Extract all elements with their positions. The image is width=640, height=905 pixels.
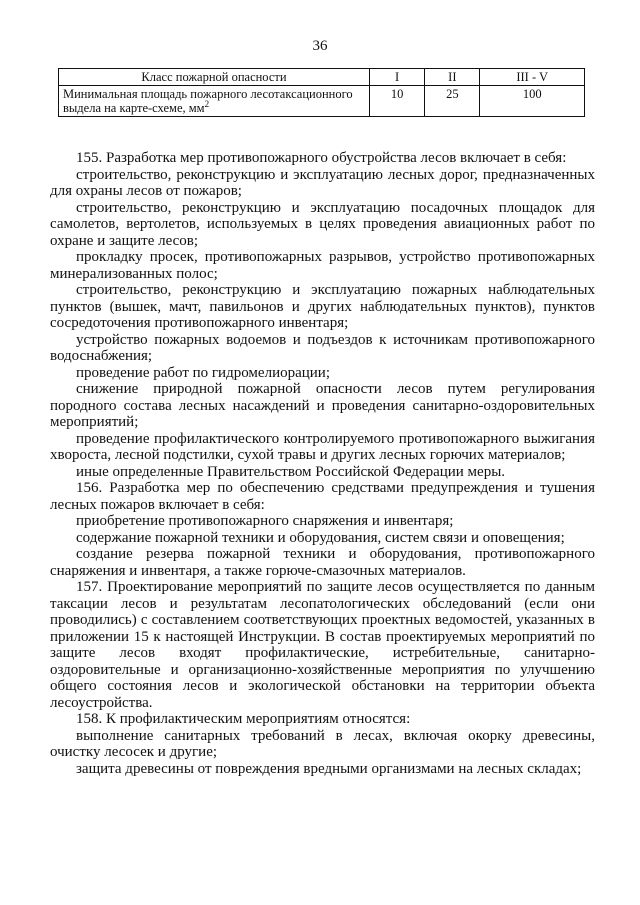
paragraph: 156. Разработка мер по обеспечению средствами предупреждения и тушения лесных пожаров включает в себя:	[50, 480, 595, 513]
table-header-cell: III - V	[480, 69, 585, 86]
table-header-cell: Класс пожарной опасности	[59, 69, 370, 86]
paragraph: приобретение противопожарного снаряжения и инвентаря;	[76, 513, 454, 529]
paragraph: строительство, реконструкцию и эксплуатацию пожарных наблюдательных пунктов (вышек, мачт, павильонов и других наблюдательных пунктов), пунктов сосредоточения противопожарного инвентаря;	[50, 282, 595, 331]
table-row-label	[59, 86, 370, 117]
paragraph: содержание пожарной техники и оборудования, систем связи и оповещения;	[76, 529, 565, 546]
table-header-cell: II	[425, 69, 480, 86]
paragraph: создание резерва пожарной техники и оборудования, противопожарного снаряжения и инвентаря, а также горюче-смазочных материалов.	[50, 546, 595, 579]
fire-class-table	[58, 68, 585, 117]
paragraph: 155. Разработка мер противопожарного обустройства лесов включает в себя:	[76, 150, 567, 166]
paragraph: 157. Проектирование мероприятий по защите лесов осуществляется по данным таксации лесов и результатам лесопатологических обследований (если они проводились) с составлением соответствующих проектных ведомостей, указанных в приложении 15 к настоящей Инструкции. В состав проектируемых мероприятий по защите лесов входят профилактические, истребительные, санитарно-оздоровительные и организационно-хозяйственные мероприятия по улучшению общего состояния лесов и экологической обстановки на территории объекта лесоустройства.	[50, 579, 595, 711]
paragraph: иные определенные Правительством Российской Федерации меры.	[76, 463, 506, 480]
paragraph: устройство пожарных водоемов и подъездов к источникам противопожарного водоснабжения;	[50, 331, 595, 364]
paragraph: выполнение санитарных требований в лесах, включая окорку древесины, очистку лесосек и другие;	[50, 727, 595, 760]
table-cell: 100	[480, 86, 585, 117]
table-cell: 25	[425, 86, 480, 117]
paragraph: строительство, реконструкцию и эксплуатацию лесных дорог, предназначенных для охраны лесов от пожаров;	[50, 166, 595, 199]
body-text	[50, 150, 595, 777]
paragraph: снижение природной пожарной опасности лесов путем регулирования породного состава лесных насаждений и проведения санитарно-оздоровительных мероприятий;	[50, 381, 595, 430]
paragraph: проведение профилактического контролируемого противопожарного выжигания хвороста, лесной подстилки, сухой травы и других лесных горючих материалов;	[50, 430, 595, 463]
paragraph: строительство, реконструкцию и эксплуатацию посадочных площадок для самолетов, вертолетов, используемых в целях проведения авиационных работ по охране и защите лесов;	[50, 199, 595, 249]
paragraph: защита древесины от повреждения вредными организмами на лесных складах;	[76, 760, 582, 777]
paragraph: прокладку просек, противопожарных разрывов, устройство противопожарных минерализованных полос;	[50, 249, 595, 282]
paragraph: 158. К профилактическим мероприятиям относятся:	[76, 711, 411, 727]
table-row	[59, 86, 585, 117]
table-header-row	[59, 69, 585, 86]
table-row-label-text: Минимальная площадь пожарного лесотаксационного выдела на карте-схеме, мм	[63, 87, 353, 115]
page-number: 36	[312, 38, 328, 54]
table-cell: 10	[370, 86, 425, 117]
table-row-label-sup: 2	[204, 98, 210, 109]
paragraph: проведение работ по гидромелиорации;	[76, 364, 331, 381]
table-header-cell: I	[370, 69, 425, 86]
